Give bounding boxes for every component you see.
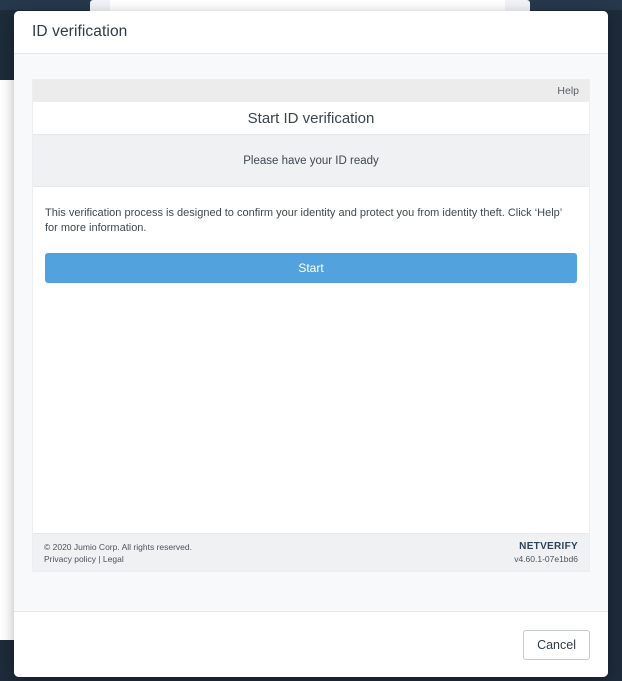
privacy-policy-link[interactable]: Privacy policy [44,553,96,564]
netverify-logo: NETVERIFY [519,541,578,552]
dialog-body [14,54,608,611]
verification-description: This verification process is designed to confirm your identity and protect you from identity theft. Click ‘Help’ for more information. [45,207,562,234]
version-text: v4.60.1-07e1bd6 [514,554,578,564]
dialog-header [14,11,608,54]
widget-content [33,187,589,533]
footer-left [44,542,192,564]
widget-topbar [33,80,589,102]
widget-footer [33,533,589,571]
widget-subheading: Please have your ID ready [243,154,379,167]
footer-links-separator: | [95,553,103,564]
footer-links [44,554,192,564]
widget-heading-row [33,102,589,135]
help-link[interactable]: Help [557,85,579,97]
copyright-text: © 2020 Jumio Corp. All rights reserved. [44,541,192,552]
legal-link[interactable]: Legal [102,553,124,564]
netverify-widget [32,79,590,572]
widget-heading: Start ID verification [247,109,375,127]
widget-subheading-bar [33,135,589,187]
footer-right [514,541,578,564]
cancel-button[interactable]: Cancel [523,630,590,660]
page-title: ID verification [32,23,128,40]
start-button[interactable]: Start [45,253,577,283]
dialog-footer [14,611,608,677]
id-verification-dialog [14,11,608,677]
